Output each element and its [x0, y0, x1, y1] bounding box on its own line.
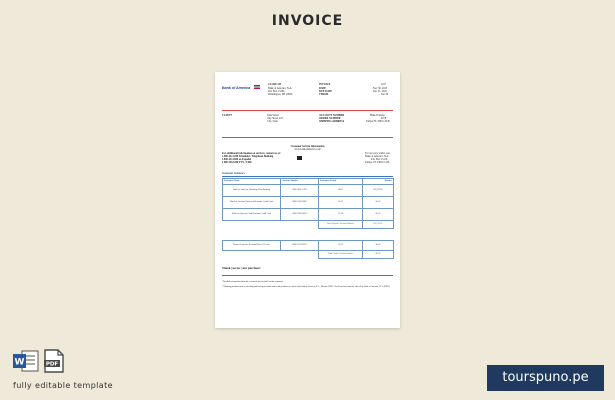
table-cell: $0.00	[363, 241, 394, 251]
client-address: Any Street 123	[267, 117, 283, 120]
mail-icon	[297, 156, 302, 160]
table-header: Statement Period	[319, 179, 363, 185]
table-cell: 0000 1074 9921	[281, 241, 319, 251]
table-cell: 11/14	[319, 208, 363, 220]
bank-po-box: P.O. Box 15284	[268, 90, 285, 93]
statement-table	[222, 178, 394, 229]
bank-flag-icon	[254, 85, 260, 89]
order-label: ORDER NUMBER	[319, 117, 341, 120]
cs-url: www.bankofamerica.com	[294, 148, 321, 151]
shipping-value: Tampa FL 33631-3230	[366, 120, 390, 123]
bank-line: Bank of America, N.A.	[268, 87, 293, 90]
table-row	[223, 208, 394, 220]
client-city: City, State	[267, 120, 278, 123]
mail-line-1: Bank of America, N.A.	[365, 155, 390, 158]
svg-text:PDF: PDF	[45, 361, 59, 368]
table-cell: Bank of America Preferred Rewards Credit Card	[223, 196, 281, 208]
divider	[222, 275, 393, 276]
total-label: Total Deposit Account Balance	[319, 220, 363, 228]
table-cell: Bank of America Cash Rewards Credit Card	[223, 208, 281, 220]
terms-value: Net 30	[381, 93, 388, 96]
template-caption: fully editable template	[13, 381, 113, 390]
summary-label: Statement Summary	[222, 172, 245, 175]
mail-label: For our easy wallet, see:	[365, 152, 391, 155]
table-cell: $0.00	[363, 196, 394, 208]
table-header: Statement Name	[223, 179, 281, 185]
divider	[222, 176, 393, 177]
info-line: For additional information on services, contact us at:	[222, 152, 281, 155]
table-cell: 11/12	[319, 196, 363, 208]
table-cell: 0000 5241 6902	[281, 196, 319, 208]
table-header: Balance	[363, 179, 394, 185]
word-file-icon	[13, 350, 39, 372]
date-value: Nov 30, 2025	[373, 87, 388, 90]
total-value: $0.00	[363, 251, 394, 259]
credit-table	[222, 240, 394, 259]
footnote-1: *Detailed information about the account is not included on this summary.	[222, 281, 284, 283]
brand-badge[interactable]: tourspuno.pe	[487, 365, 604, 391]
phone-line-2: 1.800.432.4000 en Español	[222, 158, 252, 161]
thank-you-text: Thank you for your purchase!	[222, 266, 261, 270]
table-header: Account Number	[281, 179, 319, 185]
mail-line-2: P.O. Box 25118	[371, 158, 388, 161]
invoice-label: INVOICE	[319, 83, 331, 86]
table-cell: $0.00	[363, 208, 394, 220]
bank-city: Wilmington, DE 19850	[268, 93, 293, 96]
table-cell: 0000 2283 6814	[281, 208, 319, 220]
table-cell: 0000 4832 1783	[281, 184, 319, 196]
table-row	[223, 241, 394, 251]
mail-line-3: Tampa, FL 33622-5118	[365, 161, 390, 164]
close-up-label: CLOSE-UP	[268, 83, 282, 86]
pdf-file-icon	[44, 349, 64, 373]
divider	[222, 110, 393, 111]
due-label: DUE DATE	[319, 90, 333, 93]
divider	[222, 137, 393, 138]
table-cell: 10/31	[319, 184, 363, 196]
account-value: Bank Transfer	[370, 114, 385, 117]
table-cell: $2,178.03	[363, 184, 394, 196]
client-name: John Sutter	[267, 114, 279, 117]
terms-label: TERMS	[319, 93, 329, 96]
invoice-number: 1917	[381, 83, 387, 86]
table-cell: 11/21	[319, 241, 363, 251]
page-title: INVOICE	[271, 13, 344, 29]
table-cell: Bank of America Advantage Plus Banking	[223, 184, 281, 196]
table-row	[223, 196, 394, 208]
account-label: ACCOUNT NUMBER	[319, 114, 345, 117]
cs-title: Customer Service Information	[290, 145, 325, 148]
total-value: $2,178.03	[363, 220, 394, 228]
table-row	[223, 184, 394, 196]
total-label: Total Credit Account Balance	[319, 251, 363, 259]
phone-line-1: 1.800.432.1000 Scheduler / Telephone Banking	[222, 155, 274, 158]
due-value: Dec 31, 2025	[373, 90, 387, 93]
svg-text:W: W	[14, 357, 25, 368]
footnote-2: **Banking products such as checking and savings accounts and credit products are offered by Bank of America, N.A., Member FDIC. Credit card accounts are offered by Bank of America, N.A. (FDIC).	[222, 286, 391, 288]
table-cell: Bank of America Personal Line of Credit	[223, 241, 281, 251]
bank-logo-text: Bank of America	[222, 86, 251, 90]
client-label: CLIENT	[222, 114, 232, 117]
phone-line-3: 1.800.348.5200 TTY / TDD	[222, 161, 252, 164]
shipping-label: SHIPPING ADDRESS	[319, 120, 345, 123]
invoice-document	[215, 72, 400, 328]
date-label: DATE	[319, 87, 327, 90]
order-value: 9278	[381, 117, 387, 120]
